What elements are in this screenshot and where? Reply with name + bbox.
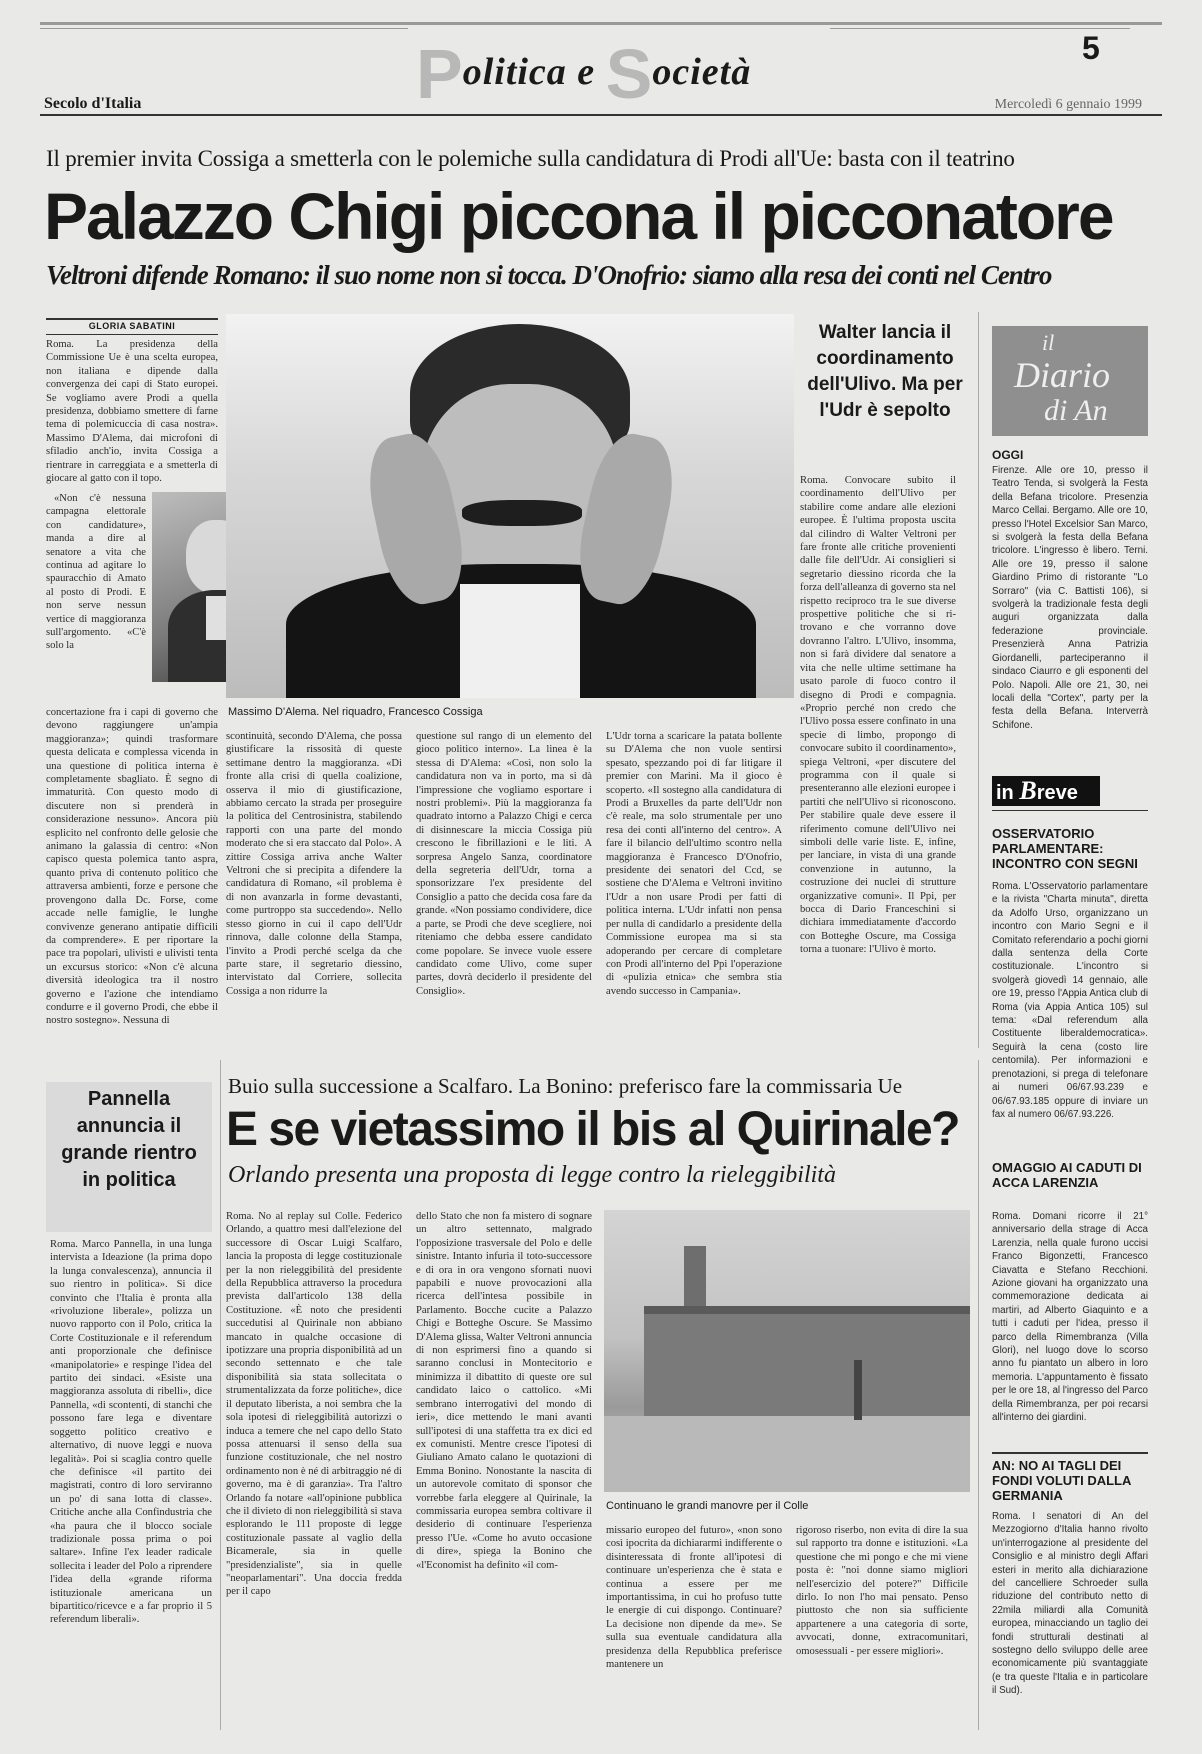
inbreve-item3-text: Roma. I senatori di An del Mezzogiorno d'Italia hanno rivolto un'interrogazione al presidente del Consiglio e al ministro degli Affari esteri in merito alla dichiarazione del cancelliere Schroeder sulla riduzione del contributo netto di 22mila miliardi alla Comunità europea, minacciando un taglio dei fondi strutturali destinati al sostegno dello sviluppo delle aree economicamente più svantaggiate (e tra queste l'Italia e in particolare il Sud). [992,1511,1148,1697]
walter-title: Walter lancia il coordinamento dell'Ulivo. Ma per l'Udr è sepolto [807,322,963,421]
inbreve-item2-text: Roma. Domani ricorre il 21° anniversario della strage di Acca Larenzia, nella quale furono uccisi Franco Bigonzetti, Francesco Ciavatta e Stefano Recchioni. Azione giovani ha organizzato una commemorazione dedicata ai martiri, ad Alberto Giaquinto e a tutti i caduti per l'idea, presso il parco della Rimembranza (Villa Glori), nel luogo dove lo scorso anno fu piantato un albero in loro memoria. L'appuntamento è fissato per le ore 18, al l'ingresso del Parco della Rimembranza, per poi recarsi all'interno dei giardini. [992,1211,1148,1424]
inbreve-item1-title: OSSERVATORIO PARLAMENTARE: INCONTRO CON SEGNI [992,826,1138,871]
lead-headline: Palazzo Chigi piccona il picconatore [44,179,1113,253]
inbreve-item1-text: Roma. L'Osservatorio parlamentare e la rivista "Charta minuta", diretta da Adolfo Urso, organizzano un incontro con Mario Segni e il Comitato referendario a pochi giorni dalla sentenza della Corte costituzionale. L'incontro si svolgerà giovedì 14 gennaio, alle ore 19, presso l'Appia Antica club di Roma (via Appia Antica 105) sul tema: «Dal referendum alla Costituente liberaldemocratica». Seguirà la cena (costo lire centomila). Per informazioni e prenotazioni, si prega di telefonare ai numeri 06/67.93.239 e 06/67.93.185 oppure di inviare un fax al numero 06/67.93.226. [992,881,1148,1120]
quirinale-col2: dello Stato che non fa mistero di sognare un altro settennato, malgrado l'opposizione trasversale del Polo e delle sinistre. Intanto infuria il toto-successore e di ora in ora vengono sfornati nuovi papabili e nuove provocazioni alla ricerca dell'intesa possibile in Parlamento. Bocche cucite a Palazzo Chigi e Botteghe Oscure. Se Massimo D'Alema glissa, Walter Veltroni annuncia di non esprimersi fino a quando si saranno conclusi in Montecitorio e minimizza il dibattito di queste ore sul candidato laico o cattolico. «Mi sembrano interrogativi del mondo di ieri», dice mettendo le mani avanti sull'ipotesi di una staffetta tra ex dici ed ex comunisti. Mentre cresce l'ipotesi di Giuliano Amato calano le quotazioni di Emma Bonino. Nonostante la nascita di un autorevole comitato di sponsor che vorrebbe farla eleggere al Quirinale, la commissaria europea sembra coltivare il desiderio di continuare l'esperienza presso l'Ue. «Come ho avuto occasione di dire», spiega la Bonino che «l'Economist ha definito «il com- [416,1211,592,1571]
inbreve-item2-title: OMAGGIO AI CADUTI DI ACCA LARENZIA [992,1160,1142,1190]
diario-text: Firenze. Alle ore 10, presso il Teatro Tenda, si svolgerà la Festa della Befana tricolore. Presenzia Marco Cellai. Bergamo. Alle ore 10, presso l'Hotel Excelsior San Marco, si svolgerà la festa della Befana tricolore. L'ingresso è libero. Terni. Alle ore 19, presso il salone Giardino Primo di ristorante "Lo Sorraro" (via C. Battisti 106), si svolgerà la tradizionale festa degli auguri organizzata dalla federazione provinciale. Presenzierà Anna Patrizia Giordanelli, parteciperanno il sindaco Ciaurro e gli esponenti del Polo. Napoli. Alle ore 21, 30, nei locali della "Cortex", party per la festa della Befana. Interverrà Schifone. [992,465,1148,731]
lead-col1-bottom: concertazione fra i capi di governo che devono raggiungere un'ampia maggioranza»; quindi trasformare questa delicata e complessa vicenda in una questione di politica interna è completamente sbagliato. È segno di immaturità. Con questo modo di discutere non si prenderà in considerazione nessuno». Ancora più esplicito nel confronto delle gelosie che animano la galassia di centro: «Non capisco questa polemica tanto aspra, quanto priva di contenuto politico che attraversa ambienti, forze e persone che provengono dalla Dc. Forse, come accade nelle famiglie, le lunghe convivenze generano antipatie difficili da comprendere». E per riportare la pace tra popolari, ulivisti e ulivisti tenta un excursus storico: «Non c'è alcuna diversità ideologica tra il nostro governo e l'azione che intendiamo condurre e il governo Prodi, che ebbe il nostro sostegno». Nessuna di [46,707,218,1027]
pannella-title: Pannella annuncia il grande rientro in politica [61,1088,197,1191]
quirinale-col1: Roma. No al replay sul Colle. Federico Orlando, a quattro mesi dall'elezione del successore di Oscar Luigi Scalfaro, lancia la proposta di legge costituzionale per la non rieleggibilità del presidente della Repubblica attraverso la procedura prevista dall'articolo 138 della Costituzione. «È noto che presidenti succedutisi al Quirinale non abbiano mancato in qualche occasione di ipotizzare una propria disponibilità ad un secondo settennato e che tale disponibilità sia stata sollecitata o strumentalizzata da forze politiche», dice il deputato liberista, a noi sembra che la sola ipotesi di rieleggibilità autorizzi o induca a temere che nel capo dello Stato possa attenuarsi il senso della sua funzione costituzionale, che nel nostro ordinamento non è né di arbitraggio né di governo, ma è di garanzia». Tra l'altro Orlando fa notare «all'opinione pubblica che il divieto di non rieleggibilità si stava esplorando le 111 proposte di legge costituzionale passate al vaglio della Bicamerale, sia in quelle "presidenzialiste", sia in quelle "neoparlamentari". Una doccia fredda per il capo [226,1211,402,1598]
lead-kicker: Il premier invita Cossiga a smetterla con le polemiche sulla candidatura di Prodi all'Ue: basta con il teatrino [46,146,1015,171]
inbreve-in: in [996,782,1020,804]
quirinale-headline: E se vietassimo il bis al Quirinale? [226,1103,959,1156]
diario-logo-diario: Diario [1014,355,1111,395]
diario-logo [992,326,1148,436]
lead-subhead: Veltroni difende Romano: il suo nome non si tocca. D'Onofrio: siamo alla resa dei conti nel Centro [46,260,1052,290]
section-title-mid2: ocietà [652,51,752,93]
diario-logo-di: di An [1044,394,1108,427]
quirinale-photo-caption: Continuano le grandi manovre per il Colle [606,1500,809,1512]
issue-date: Mercoledì 6 gennaio 1999 [994,97,1142,112]
lead-col4: L'Udr torna a scaricare la patata bollente su D'Alema che non vuole sentirsi spesato, spezzando poi di far litigare il premier con Marini. Ma il gioco è scoperto. «Il sostegno alla candidatura di Prodi a Bruxelles da parte dell'Udr non c'è reale, ma solo strumentale per uno resa dei conti all'interno del centro». A fare il bilancio dell'ultimo scontro nella maggioranza è Francesco D'Onofrio, presidente dei senatori del Ccd, se sostiene che D'Alema e Veltroni invitino l'Udr a non usare Prodi per fatti di politica interna. L'Udr infatti non pensa per nulla di candidarlo a presidente della Commissione europea ma si sta adoperando per cercare di completare con Prodi all'interno del Ppi l'operazione di «pulizia etnica» che sembra stia avendo successo in Campania». [606,731,782,997]
quirinale-subhead: Orlando presenta una proposta di legge contro la rieleggibilità [228,1162,836,1188]
section-title-p: P [416,35,463,113]
lead-byline: GLORIA SABATINI [88,321,176,331]
inbreve-reve: reve [1036,782,1078,804]
section-title [416,34,826,113]
paper-name: Secolo d'Italia [44,95,142,112]
diario-logo-il: il [1042,330,1055,355]
lead-col1-top: Roma. La presidenza della Commissione Ue è una scelta europea, non italiana e dipende dalla convergenza dei capi di Stato europei. Se vogliamo avere Prodi a quella presidenza, dobbiamo smettere di farne tema di polemicuccia di casa nostra». Massimo D'Alema, dai microfoni di sfiladio anch'io, invita Cossiga a rientrare in carreggiata e a smetterla di giocare al gatto con il topo. [46,339,218,485]
quirinale-photo [604,1210,970,1492]
inbreve-item3-title: AN: NO AI TAGLI DEI FONDI VOLUTI DALLA GERMANIA [992,1458,1131,1503]
lead-col1-side: «Non c'è nessuna campagna elettorale con candidature», manda a dire al senatore a vita che continua ad agitare lo spauracchio di Amato al posto di Prodi. E non serve nessun vertice di maggioranza sull'argomento. «C'è solo la [46,493,146,652]
page-number: 5 [1082,30,1100,66]
inbreve-b: B [1019,776,1037,805]
dalema-caption: Massimo D'Alema. Nel riquadro, Francesco Cossiga [228,706,483,718]
quirinale-col3: missario europeo del futuro», «non sono così ipocrita da dichiararmi indifferente o disinteressata di fronte all'ipotesi di continuare un'esperienza che è stata e continua a essere per me importantissima, in cui ho profuso tutte le energie di cui dispongo. Continuare? La decisione non dipende da me». Se sulla sua eventuale candidatura alla presidenza della Repubblica preferisce mantenere un [606,1525,782,1671]
quirinale-kicker: Buio sulla successione a Scalfaro. La Bonino: preferisco fare la commissaria Ue [228,1074,903,1098]
pannella-text: Roma. Marco Pannella, in una lunga intervista a Ideazione (la prima dopo la lunga convalescenza), annuncia il suo rientro in politica». Si dice convinto che l'Italia è pronta alla «rivoluzione liberale», polizza un nuovo rapporto con il Polo, critica la Corte Costituzionale e il referendum anti proporzionale che definisce «manipolatorie» e respinge l'idea del partito dei sindaci. «Esiste una maggioranza assoluta di ribelli», dice Pannella, «di scontenti, di stanchi che possono fare lega e diventare soggetto politico creativo e alternativo, di nuove leggi e nuova legalità». Poi si scaglia contro quelle che definisce «il partito dei magistrati, contro di loro serviranno un po' di sana lotta di classe». Critiche anche alla Confindustria che «ha paura che il blocco sociale tradizionale possa prima o poi saltare». Infine l'ex leader radicale sollecita i leader del Polo a riprendere l'idea della «grande riforma istituzionale americana un bipartitico/ricevce e a far proprio il 5 referendum liberali». [50,1239,212,1626]
dalema-photo [226,314,794,698]
lead-col2: scontinuità, secondo D'Alema, che possa giustificare la rissosità di queste settimane dentro la maggioranza. «Di fronte alla crisi di quella coalizione, osserva il mio di giustificazione, abbiamo cercato la strada per proseguire la politica del Centrosinistra, stabilendo rapporti con una parte del mondo moderato che si era staccato dal Polo». A zittire Cossiga arriva anche Walter Veltroni che si precipita a difendere la candidatura di Romano, «il problema è di non avanzarla in forme devastanti, come purtroppo sta succedendo». Nello stesso giorno in cui il capo dell'Udr rinnova, dalle colonne della Stampa, l'invito a Prodi perché scelga da che parte stare, il segretario diessino, intervistato dal Corriere, sollecita Cossiga a non ridurre la [226,731,402,997]
lead-col3: questione sul rango di un elemento del gioco politico interno». La linea è la stessa di D'Alema: «Così, non solo la candidatura non va in porto, ma si dà l'impressione che vogliamo esportare i nostri problemi». Più la maggioranza fa quadrato intorno a Palazzo Chigi e cerca di disinnescare la miccia Cossiga più crescono le fibrillazioni e le liti. A sorpresa Angelo Sanza, coordinatore della segreteria dell'Udr, torna a sponsorizzare l'ex presidente del Consiglio a patto che decida cosa fare da grande. «Non possiamo condividere, dice a parte, se Prodi che deve scegliere, noi riteniamo che debba essere candidato come popolare. Se invece vuole essere candidato come Ulivo, come super partes, dovrà deciderlo il presidente del Consiglio». [416,731,592,997]
section-title-mid1: olitica e [462,51,606,93]
section-title-s: S [605,35,653,113]
diario-oggi: OGGI [992,448,1024,462]
quirinale-col4: rigoroso riserbo, non evita di dire la sua sul rapporto tra donne e istituzioni. «La questione che mi pongo e che mi viene posta è: "noi donne siamo migliori nell'esercizio del potere?" Difficile dirlo. Io non l'ho mai pensato. Penso piuttosto che non sia sufficiente appartenere a una categoria di sorte, avvocati, donne, extracomunitari, omosessuali - per essere migliori». [796,1525,968,1657]
inbreve-label [992,776,1100,806]
walter-text: Roma. Convocare subito il coordinamento dell'Ulivo per stabilire come andare alle elezioni europee. È l'ultima proposta uscita dal cilindro di Walter Veltroni per fare fronte alle critiche provenienti dalle file dell'Udr. Ai consiglieri si segretario diessino ricorda che la forza dell'alleanza di governo sta nel rispetto reciproco tra le sue diverse prospettive politiche che si ri-trovano e che vorranno dove dovranno l'altro. L'Ulivo, insomma, non si farà dividere dal senatore a vita che nelle ultime settimane ha usato parole di fuoco contro il disegno di Prodi e compagnia. «Proprio perché non credo che l'Ulivo possa essere confinato in una specie di limbo, propongo di convocare subito il coordinamento», spiega Veltroni, «per discutere del programma con il quale si presenteranno alle elezioni europee i partiti che nell'Ulivo si riconoscono. Per stabilire quale deve essere il riferimento comune dell'Ulivo nei simboli delle varie liste. E, infine, per lanciare, in vista di una grande convenzione in autunno, la costruzione dei nuclei di strutture organizzative comuni». Il Ppi, per bocca di Dario Franceschini si dichiara immediatamente d'accordo con Botteghe Oscure, ma Cossiga torna a tuonare: l'Ulivo è morto. [800,475,956,956]
